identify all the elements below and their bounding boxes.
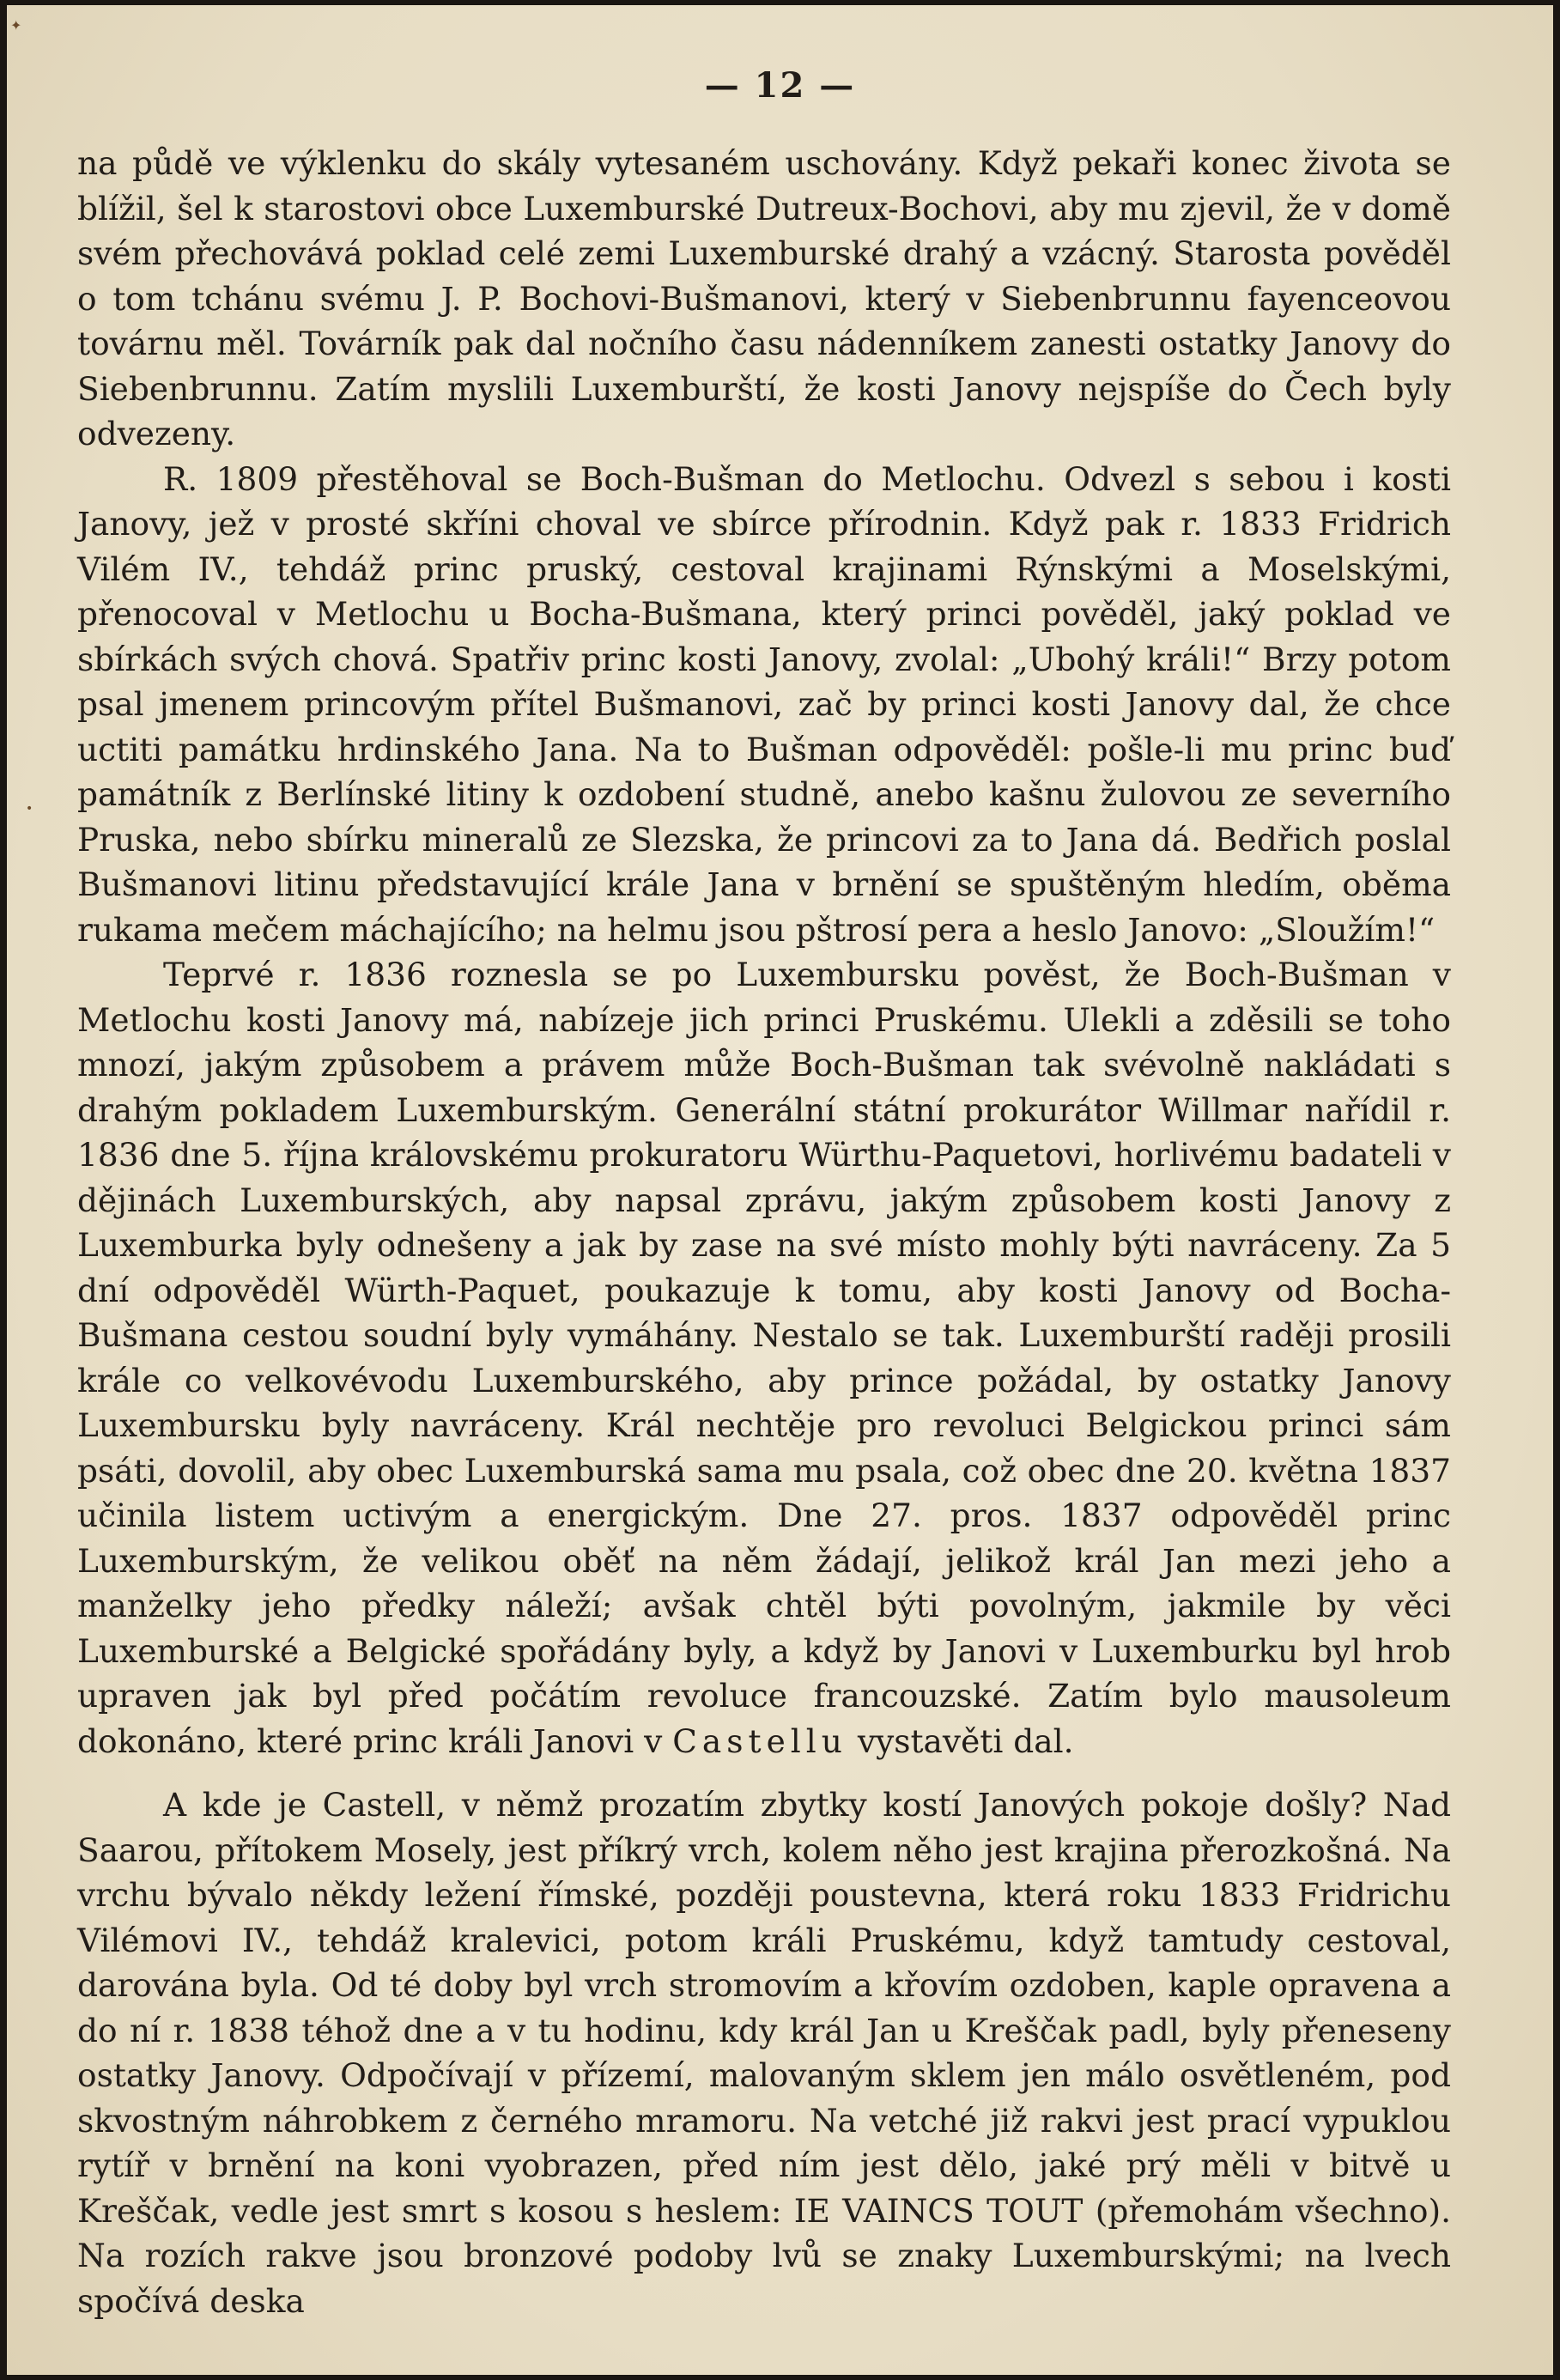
margin-dot: • <box>26 802 33 816</box>
paragraph-1-text: na půdě ve výklenku do skály vytesaném uschovány. Když pekaři konec života se blížil, šel k starostovi obce Luxemburské Dutreux-Bochovi, aby mu zjevil, že v domě svém přechovává poklad celé zemi Luxemburské drahý a vzácný. Starosta pověděl o tom tchánu svému J. P. Bochovi-Bušmanovi, který v Siebenbrunnu fayenceovou továrnu měl. Továrník pak dal nočního času nádenníkem zanesti ostatky Janovy do Siebenbrunnu. Zatím myslili Luxemburští, že kosti Janovy nejspíše do Čech byly odvezeny. <box>77 144 1451 452</box>
book-page <box>7 5 1553 2375</box>
paragraph-4-text: A kde je Castell, v němž prozatím zbytky kostí Janových pokoje došly? Nad Saarou, přítokem Mosely, jest příkrý vrch, kolem něho jest krajina přerozkošná. Na vrchu bývalo někdy ležení římské, později poustevna, která roku 1833 Fridrichu Vilémovi IV., tehdáž kralevici, potom králi Pruskému, když tamtudy cestoval, darována byla. Od té doby byl vrch stromovím a křovím ozdoben, kaple opravena a do ní r. 1838 téhož dne a v tu hodinu, kdy král Jan u Kreščak padl, byly přeneseny ostatky Janovy. Odpočívají v přízemí, malovaným sklem jen málo osvětleném, pod skvostným náhrobkem z černého mramoru. Na vetché již rakvi jest prací vypuklou rytíř v brnění na koni vyobrazen, před ním jest dělo, jaké prý měli v bitvě u Kreščak, vedle jest smrt s kosou s heslem: IE VAINCS TOUT (přemohám všechno). Na rozích rakve jsou bronzové podoby lvů se znaky Luxemburskými; na lvech spočívá deska <box>77 1786 1451 2320</box>
ink-mark: ✦ <box>10 17 22 33</box>
paragraph-3-text: Teprvé r. 1836 roznesla se po Luxembursku pověst, že Boch-Bušman v Metlochu kosti Janovy má, nabízeje jich princi Pruskému. Ulekli a zděsili se toho mnozí, jakým způsobem a právem může Boch-Bušman tak svévolně nakládati s drahým pokladem Luxemburským. Generální státní prokurátor Willmar nařídil r. 1836 dne 5. října královskému prokuratoru Würthu-Paquetovi, horlivému badateli v dějinách Luxemburských, aby napsal zprávu, jakým způsobem kosti Janovy z Luxemburka byly odnešeny a jak by zase na své místo mohly býti navráceny. Za 5 dní odpověděl Würth-Paquet, poukazuje k tomu, aby kosti Janovy od Bocha-Bušmana cestou soudní byly vymáhány. Nestalo se tak. Luxemburští raději prosili krále co velkovévodu Luxemburského, aby prince požádal, by ostatky Janovy Luxembursku byly navráceny. Král nechtěje pro revoluci Belgickou princi sám psáti, dovolil, aby obec Luxemburská sama mu psala, což obec dne 20. května 1837 učinila listem uctivým a energickým. Dne 27. pros. 1837 odpověděl princ Luxemburským, že velikou oběť na něm žádají, jelikož král Jan mezi jeho a manželky jeho předky náleží; avšak chtěl býti povolným, jakmile by věci Luxemburské a Belgické spořádány byly, a když by Janovi v Luxemburku byl hrob upraven jak byl před počátím revoluce francouzské. Zatím bylo mausoleum dokonáno, které princ králi Janovi v <box>77 956 1451 1760</box>
paragraph-3-text-end: vystavěti dal. <box>847 1721 1074 1760</box>
page-number: — 12 — <box>704 65 856 106</box>
paragraph-3 <box>77 952 1451 1764</box>
paragraph-2-text: R. 1809 přestěhoval se Boch-Bušman do Metlochu. Odvezl s sebou i kosti Janovy, jež v prosté skříni choval ve sbírce přírodnin. Když pak r. 1833 Fridrich Vilém IV., tehdáž princ pruský, cestoval krajinami Rýnskými a Moselskými, přenocoval v Metlochu u Bocha-Bušmana, který princi pověděl, jaký poklad ve sbírkách svých chová. Spatřiv princ kosti Janovy, zvolal: „Ubohý králi!“ Brzy potom psal jmenem princovým přítel Bušmanovi, zač by princi kosti Janovy dal, že chce uctiti památku hrdinského Jana. Na to Bušman odpověděl: pošle-li mu princ buď památník z Berlínské litiny k ozdobení studně, anebo kašnu žulovou ze severního Pruska, nebo sbírku mineralů ze Slezska, že princovi za to Jana dá. Bedřich poslal Bušmanovi litinu představující krále Jana v brnění se spuštěným hledím, oběma rukama mečem máchajícího; na helmu jsou pštrosí pera a heslo Janovo: „Sloužím!“ <box>77 459 1451 949</box>
paragraph-2 <box>77 457 1451 953</box>
body-text <box>77 141 1451 2323</box>
paragraph-1 <box>77 141 1451 457</box>
paragraph-3-spaced-word: Castellu <box>672 1721 847 1760</box>
paragraph-4 <box>77 1782 1451 2323</box>
